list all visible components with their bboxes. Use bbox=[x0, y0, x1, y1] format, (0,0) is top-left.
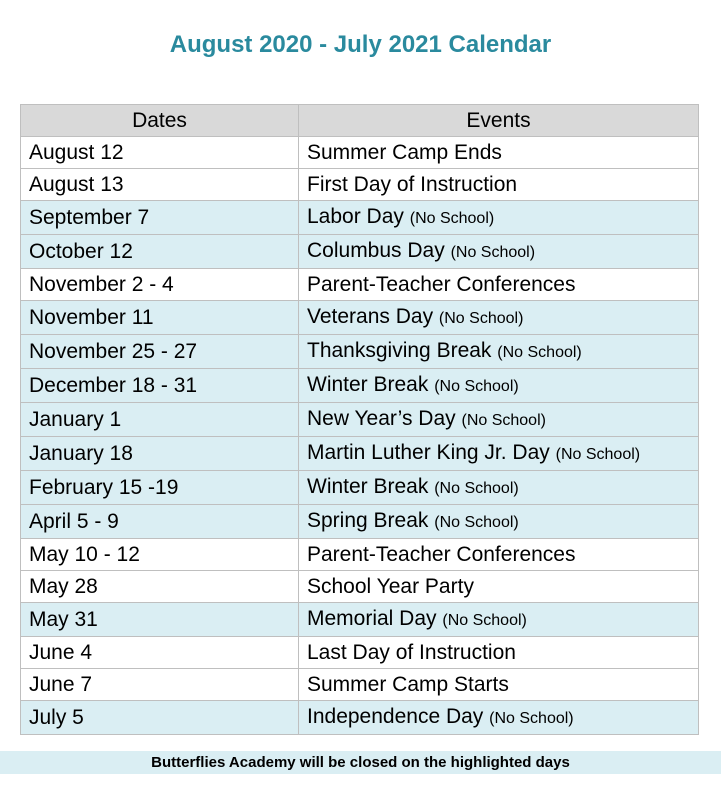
event-date: June 7 bbox=[21, 669, 299, 701]
closure-note: Butterflies Academy will be closed on the highlighted days bbox=[0, 751, 721, 774]
table-row bbox=[21, 169, 699, 201]
dates-header: Dates bbox=[21, 105, 299, 137]
event-cell bbox=[299, 505, 699, 539]
event-cell bbox=[299, 335, 699, 369]
table-row bbox=[21, 471, 699, 505]
event-date: November 25 - 27 bbox=[21, 335, 299, 369]
calendar-table bbox=[20, 104, 699, 735]
table-row bbox=[21, 235, 699, 269]
table-row bbox=[21, 603, 699, 637]
event-date: October 12 bbox=[21, 235, 299, 269]
event-name: Winter Break bbox=[307, 373, 429, 396]
event-date: November 11 bbox=[21, 301, 299, 335]
event-date: September 7 bbox=[21, 201, 299, 235]
event-cell bbox=[299, 437, 699, 471]
table-row bbox=[21, 335, 699, 369]
event-name: New Year’s Day bbox=[307, 407, 456, 430]
event-date: January 1 bbox=[21, 403, 299, 437]
event-name: Independence Day bbox=[307, 705, 484, 728]
event-date: May 31 bbox=[21, 603, 299, 637]
event-name: Martin Luther King Jr. Day bbox=[307, 441, 550, 464]
event-date: April 5 - 9 bbox=[21, 505, 299, 539]
table-row bbox=[21, 369, 699, 403]
event-date: August 12 bbox=[21, 137, 299, 169]
event-name: First Day of Instruction bbox=[307, 173, 518, 196]
page-title: August 2020 - July 2021 Calendar bbox=[169, 31, 552, 58]
event-date: January 18 bbox=[21, 437, 299, 471]
table-row bbox=[21, 301, 699, 335]
table-row bbox=[21, 505, 699, 539]
no-school-note: (No School) bbox=[461, 412, 546, 429]
no-school-note: (No School) bbox=[497, 344, 582, 361]
no-school-note: (No School) bbox=[434, 514, 519, 531]
event-name: Parent-Teacher Conferences bbox=[307, 273, 576, 296]
event-cell bbox=[299, 637, 699, 669]
event-date: May 10 - 12 bbox=[21, 539, 299, 571]
event-name: Memorial Day bbox=[307, 607, 437, 630]
table-row bbox=[21, 269, 699, 301]
event-date: August 13 bbox=[21, 169, 299, 201]
table-row bbox=[21, 701, 699, 735]
event-cell bbox=[299, 169, 699, 201]
event-name: Summer Camp Ends bbox=[307, 141, 502, 164]
table-row bbox=[21, 137, 699, 169]
event-name: Veterans Day bbox=[307, 305, 434, 328]
event-cell bbox=[299, 571, 699, 603]
calendar-rows bbox=[21, 137, 699, 735]
table-header-row bbox=[21, 105, 699, 137]
event-cell bbox=[299, 603, 699, 637]
event-date: February 15 -19 bbox=[21, 471, 299, 505]
event-date: July 5 bbox=[21, 701, 299, 735]
event-name: Thanksgiving Break bbox=[307, 339, 492, 362]
event-name: School Year Party bbox=[307, 575, 474, 598]
event-name: Summer Camp Starts bbox=[307, 673, 509, 696]
event-cell bbox=[299, 201, 699, 235]
event-cell bbox=[299, 235, 699, 269]
no-school-note: (No School) bbox=[438, 310, 524, 327]
event-date: November 2 - 4 bbox=[21, 269, 299, 301]
table-row bbox=[21, 571, 699, 603]
no-school-note: (No School) bbox=[434, 378, 519, 395]
event-name: Last Day of Instruction bbox=[307, 641, 516, 664]
event-cell bbox=[299, 539, 699, 571]
event-name: Labor Day bbox=[307, 205, 404, 228]
no-school-note: (No School) bbox=[409, 210, 495, 227]
event-cell bbox=[299, 701, 699, 735]
event-name: Parent-Teacher Conferences bbox=[307, 543, 576, 566]
event-name: Winter Break bbox=[307, 475, 429, 498]
event-cell bbox=[299, 137, 699, 169]
no-school-note: (No School) bbox=[489, 710, 574, 727]
event-date: June 4 bbox=[21, 637, 299, 669]
no-school-note: (No School) bbox=[434, 480, 519, 497]
event-date: May 28 bbox=[21, 571, 299, 603]
event-name: Spring Break bbox=[307, 509, 429, 532]
table-row bbox=[21, 539, 699, 571]
table-row bbox=[21, 403, 699, 437]
event-cell bbox=[299, 403, 699, 437]
event-cell bbox=[299, 471, 699, 505]
table-row bbox=[21, 669, 699, 701]
event-cell bbox=[299, 669, 699, 701]
event-name: Columbus Day bbox=[307, 239, 445, 262]
event-cell bbox=[299, 301, 699, 335]
table-row bbox=[21, 637, 699, 669]
no-school-note: (No School) bbox=[442, 612, 527, 629]
table-row bbox=[21, 437, 699, 471]
event-date: December 18 - 31 bbox=[21, 369, 299, 403]
table-row bbox=[21, 201, 699, 235]
event-cell bbox=[299, 269, 699, 301]
event-cell bbox=[299, 369, 699, 403]
events-header: Events bbox=[299, 105, 699, 137]
no-school-note: (No School) bbox=[450, 244, 536, 261]
no-school-note: (No School) bbox=[555, 446, 641, 463]
